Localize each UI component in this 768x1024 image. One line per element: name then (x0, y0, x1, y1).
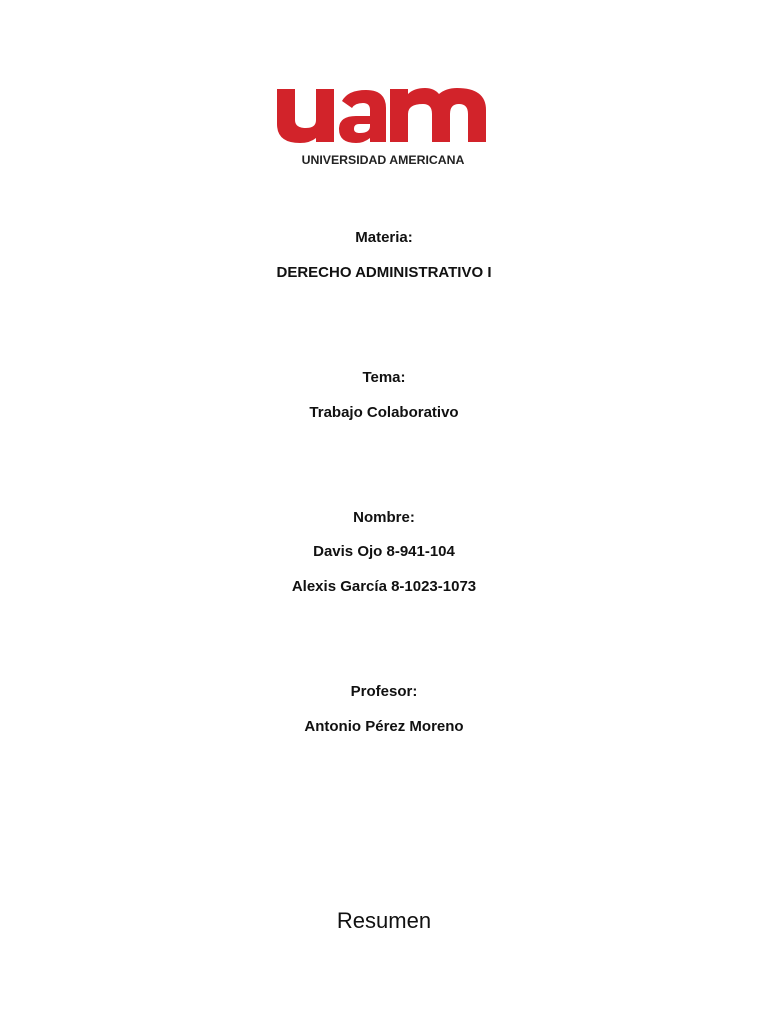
logo-name: UNIVERSIDAD AMERICANA (301, 153, 465, 167)
university-logo (276, 86, 492, 168)
materia-label: Materia: (355, 229, 413, 246)
tema-label: Tema: (362, 369, 406, 386)
student-name-1: Davis Ojo 8-941-104 (313, 543, 455, 560)
profesor-label: Profesor: (350, 683, 418, 700)
profesor-value: Antonio Pérez Moreno (304, 718, 464, 735)
tema-value: Trabajo Colaborativo (309, 404, 459, 421)
nombre-label: Nombre: (353, 509, 415, 526)
student-name-2: Alexis García 8-1023-1073 (291, 578, 477, 595)
resumen-heading: Resumen (336, 908, 432, 933)
materia-value: DERECHO ADMINISTRATIVO I (276, 264, 492, 281)
